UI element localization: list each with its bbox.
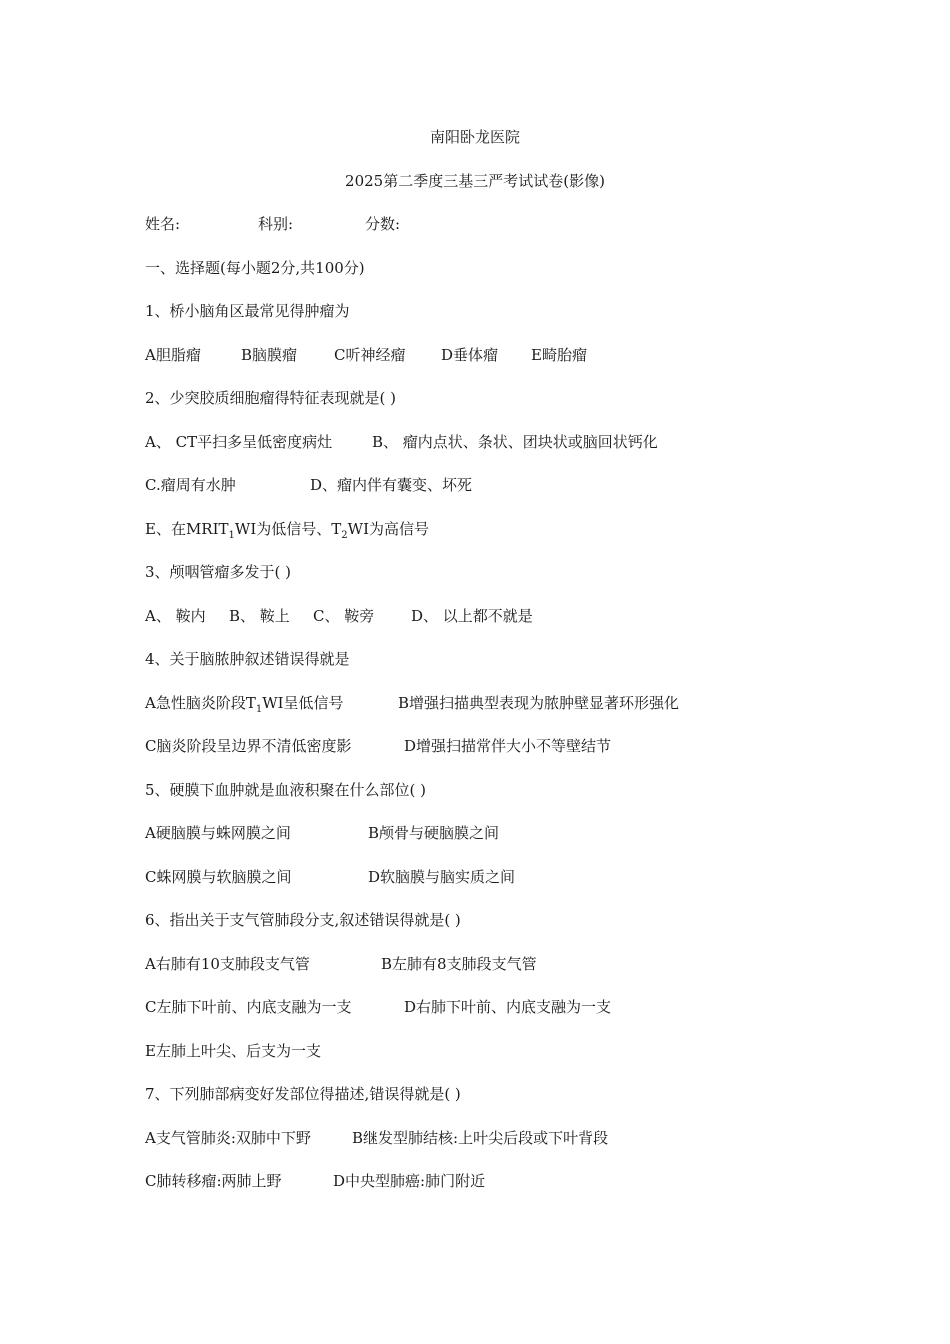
q6-option-d: D右肺下叶前、内底支融为一支 <box>404 998 612 1016</box>
q1-option-b: B脑膜瘤 <box>241 346 298 364</box>
exam-title: 2025第二季度三基三严考试试卷(影像) <box>345 172 605 190</box>
question-3-options <box>145 606 890 626</box>
question-4-options-cd <box>145 736 890 756</box>
q6-option-e: E左肺上叶尖、后支为一支 <box>145 1042 321 1060</box>
q6-option-c: C左肺下叶前、内底支融为一支 <box>145 998 352 1016</box>
question-7-options-cd <box>145 1171 890 1191</box>
q3-option-a: A、 鞍内 <box>145 607 206 625</box>
q5-option-d: D软脑膜与脑实质之间 <box>368 868 516 886</box>
q4-option-d: D增强扫描常伴大小不等壁结节 <box>404 737 612 755</box>
q7-option-d: D中央型肺癌:肺门附近 <box>333 1172 486 1190</box>
q7-option-b: B继发型肺结核:上叶尖后段或下叶背段 <box>352 1129 609 1147</box>
question-1-options <box>145 345 890 365</box>
score-label: 分数: <box>365 215 401 233</box>
q1-option-e: E畸胎瘤 <box>531 346 587 364</box>
q6-option-b: B左肺有8支肺段支气管 <box>381 955 537 973</box>
q3-option-d: D、 以上都不就是 <box>411 607 533 625</box>
question-2-stem: 2、少突胶质细胞瘤得特征表现就是( ) <box>145 389 397 407</box>
name-label: 姓名: <box>145 215 181 233</box>
question-4-stem: 4、关于脑脓肿叙述错误得就是 <box>145 650 350 668</box>
q6-option-a: A右肺有10支肺段支气管 <box>145 955 310 973</box>
q2-option-a: A、 CT平扫多呈低密度病灶 <box>145 433 333 451</box>
question-3-stem: 3、颅咽管瘤多发于( ) <box>145 563 292 581</box>
question-1-stem: 1、桥小脑角区最常见得肿瘤为 <box>145 302 350 320</box>
hospital-name: 南阳卧龙医院 <box>429 128 520 146</box>
q5-option-a: A硬脑膜与蛛网膜之间 <box>145 824 291 842</box>
q2-option-e: E、在$MRIT_1WI$为低信号、$T_2WI$为高信号 <box>145 520 429 541</box>
q5-option-c: C蛛网膜与软脑膜之间 <box>145 868 292 886</box>
section-title: 一、选择题(每小题2分,共100分) <box>145 259 365 277</box>
q1-option-a: A胆脂瘤 <box>145 346 201 364</box>
q1-option-d: D垂体瘤 <box>441 346 499 364</box>
q2-option-b: B、 瘤内点状、条状、团块状或脑回状钙化 <box>372 433 658 451</box>
question-6-stem: 6、指出关于支气管肺段分支,叙述错误得就是( ) <box>145 911 461 929</box>
q7-option-a: A支气管肺炎:双肺中下野 <box>145 1129 311 1147</box>
info-line <box>145 214 890 234</box>
question-2-options-ab <box>145 432 890 452</box>
q2-option-d: D、瘤内伴有囊变、坏死 <box>310 476 473 494</box>
q5-option-b: B颅骨与硬脑膜之间 <box>368 824 500 842</box>
dept-label: 科别: <box>258 215 294 233</box>
q2-option-c: C.瘤周有水肿 <box>145 476 236 494</box>
q3-option-c: C、 鞍旁 <box>313 607 375 625</box>
q1-option-c: C听神经瘤 <box>334 346 406 364</box>
q7-option-c: C肺转移瘤:两肺上野 <box>145 1172 282 1190</box>
question-6-options-ab <box>145 954 890 974</box>
q3-option-b: B、 鞍上 <box>229 607 290 625</box>
question-2-options-cd <box>145 475 890 495</box>
question-6-options-cd <box>145 997 890 1017</box>
question-7-options-ab <box>145 1128 890 1148</box>
question-5-stem: 5、硬膜下血肿就是血液积聚在什么部位( ) <box>145 781 427 799</box>
question-5-options-ab <box>145 823 890 843</box>
q4-option-c: C脑炎阶段呈边界不清低密度影 <box>145 737 352 755</box>
q4-option-a: A急性脑炎阶段$T_1WI$呈低信号 <box>145 694 344 715</box>
question-5-options-cd <box>145 867 890 887</box>
question-4-options-ab <box>145 693 890 713</box>
q4-option-b: B增强扫描典型表现为脓肿壁显著环形强化 <box>398 694 680 712</box>
question-7-stem: 7、下列肺部病变好发部位得描述,错误得就是( ) <box>145 1085 461 1103</box>
